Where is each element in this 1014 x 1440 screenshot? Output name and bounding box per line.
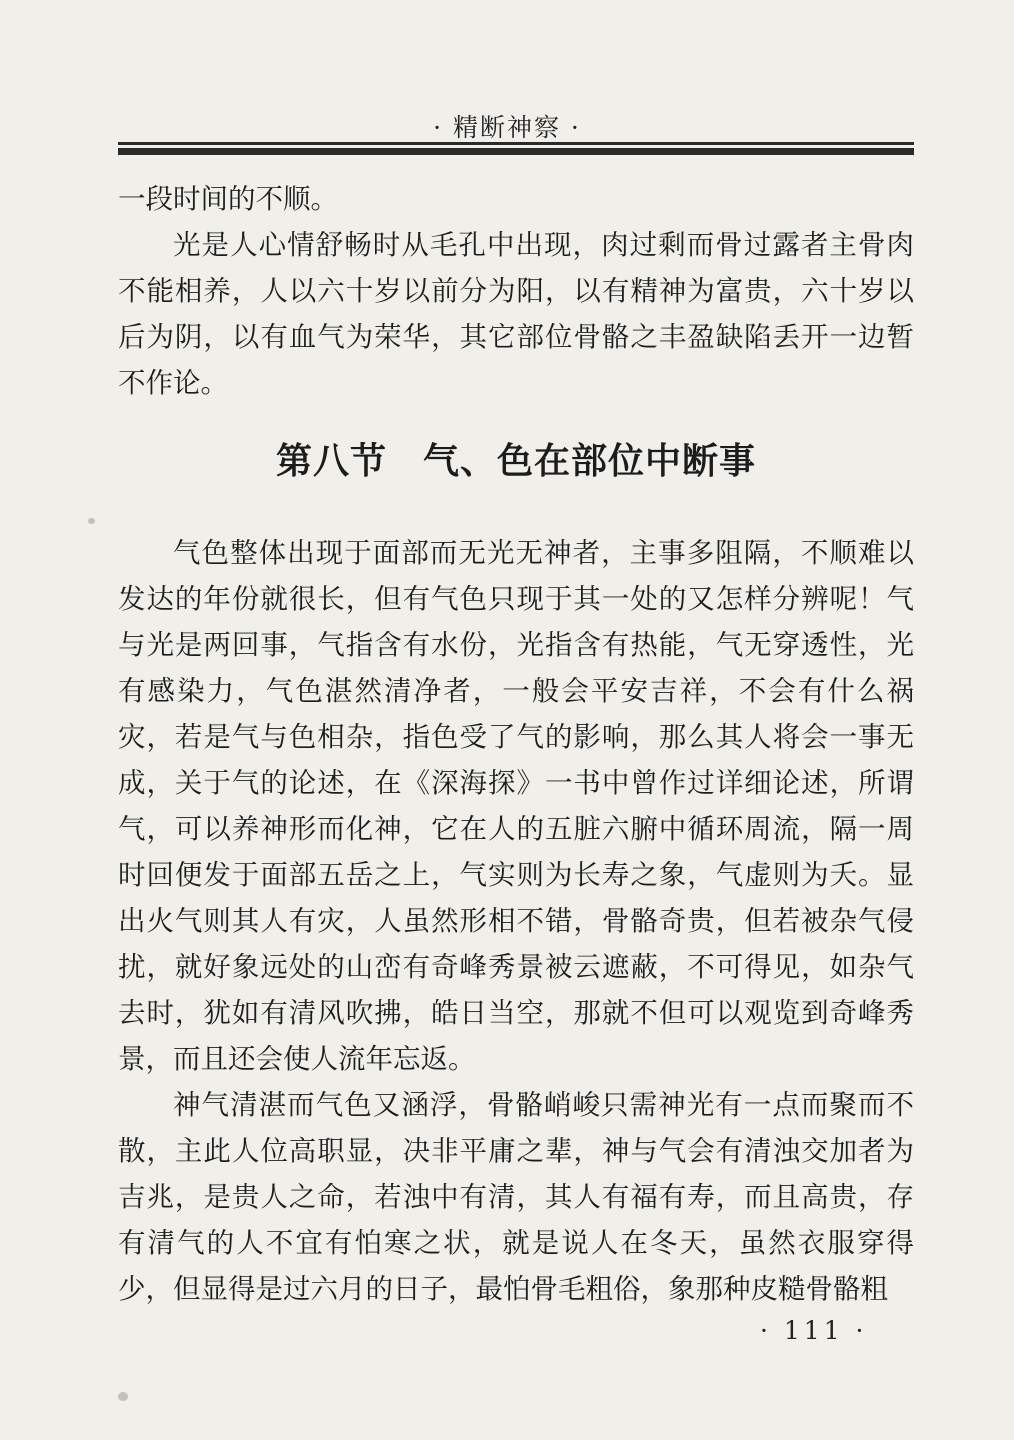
section-title: 气、色在部位中断事 bbox=[423, 440, 757, 482]
section-number: 第八节 bbox=[275, 440, 387, 482]
header-rule-thick bbox=[118, 148, 914, 155]
paragraph: 神气清湛而气色又涵浮，骨骼峭峻只需神光有一点而聚而不散，主此人位高职显，决非平庸之辈，神与气会有清浊交加者为吉兆，是贵人之命，若浊中有清，其人有福有寿，而且高贵，存有清气的人不宜有怕寒之状，就是说人在冬天，虽然衣服穿得少，但显得是过六月的日子，最怕骨毛粗俗，象那种皮糙骨骼粗 bbox=[118, 1089, 914, 1305]
paragraph: 光是人心情舒畅时从毛孔中出现，肉过剩而骨过露者主骨肉不能相养，人以六十岁以前分为阳，以有精神为富贵，六十岁以后为阴，以有血气为荣华，其它部位骨骼之丰盈缺陷丢开一边暂不作论。 bbox=[118, 229, 914, 399]
paragraph: 气色整体出现于面部而无光无神者，主事多阻隔，不顺难以发达的年份就很长，但有气色只现于其一处的又怎样分辨呢！气与光是两回事，气指含有水份，光指含有热能，气无穿透性，光有感染力，气色湛然清净者，一般会平安吉祥，不会有什么祸灾，若是气与色相杂，指色受了气的影响，那么其人将会一事无成，关于气的论述，在《深海探》一书中曾作过详细论述，所谓气，可以养神形而化神，它在人的五脏六腑中循环周流，隔一周时回便发于面部五岳之上，气实则为长寿之象，气虚则为夭。显出火气则其人有灾，人虽然形相不错，骨骼奇贵，但若被杂气侵扰，就好象远处的山峦有奇峰秀景被云遮蔽，不可得见，如杂气去时，犹如有清风吹拂，皓日当空，那就不但可以观览到奇峰秀景，而且还会使人流年忘返。 bbox=[118, 537, 914, 1075]
page-number: · 111 · bbox=[760, 1316, 868, 1345]
ink-smudge bbox=[118, 1392, 128, 1401]
section-heading bbox=[118, 433, 914, 489]
header-rule-thin bbox=[118, 142, 914, 145]
ink-smudge bbox=[88, 518, 95, 524]
paragraph-continuation: 一段时间的不顺。 bbox=[118, 183, 338, 215]
body-text bbox=[118, 176, 914, 1312]
running-head: · 精断神察 · bbox=[433, 113, 581, 142]
